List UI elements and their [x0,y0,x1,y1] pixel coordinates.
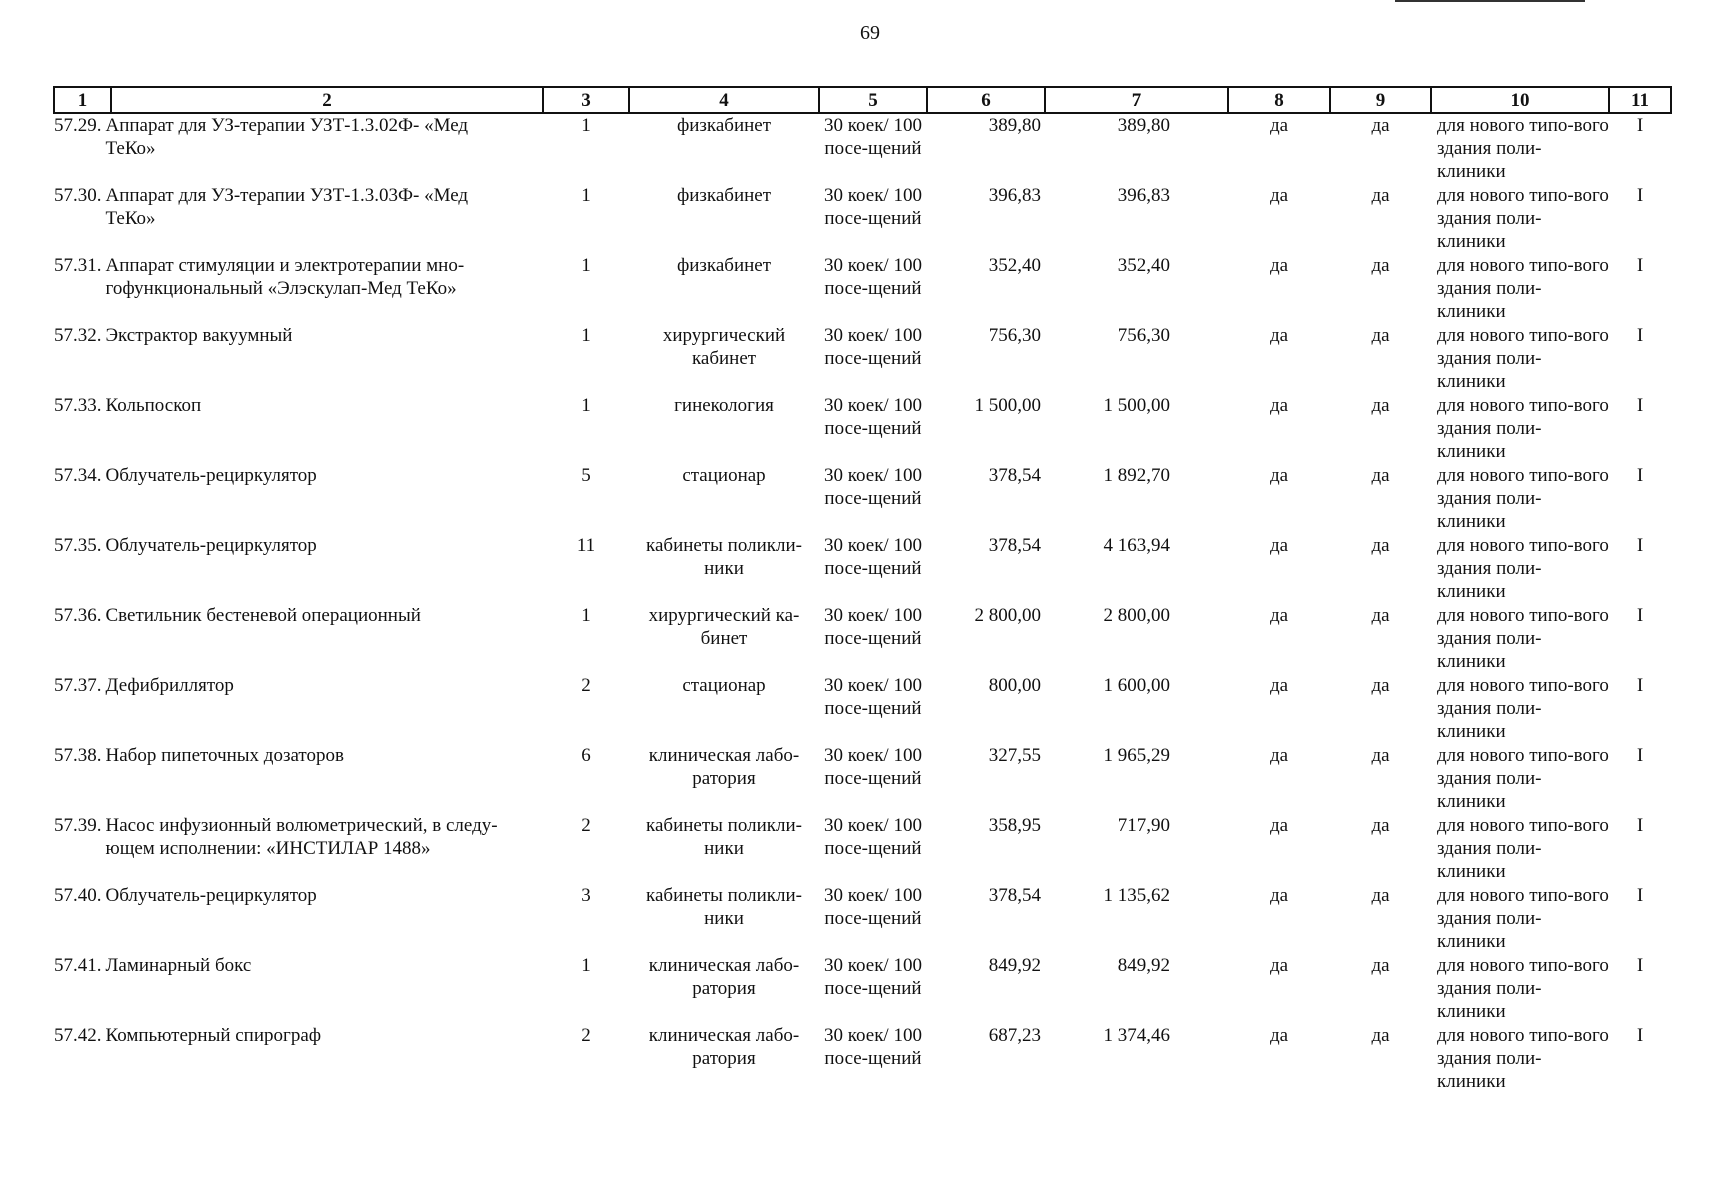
item-quantity: 5 [581,465,591,486]
item-unit-price: 849,92 [988,955,1041,976]
item-department: физкабинет [676,255,772,276]
item-unit-price: 800,00 [988,675,1041,696]
item-flag-8: да [1269,115,1289,136]
column-header-9: 9 [1330,87,1431,113]
item-unit-price: 378,54 [988,535,1041,556]
item-name: Набор пипеточных дозаторов [105,745,344,766]
item-quantity: 1 [581,605,591,626]
item-number: 57.40. [54,885,102,906]
item-unit-price: 378,54 [988,465,1041,486]
item-total-price: 1 500,00 [1103,395,1170,416]
item-total-price: 4 163,94 [1103,535,1170,556]
item-norm: 30 коек/ 100 посе-щений [824,675,922,719]
table-row [54,254,1671,324]
table-row [54,464,1671,534]
item-norm: 30 коек/ 100 посе-щений [824,325,922,369]
equipment-table [53,86,1672,1094]
item-flag-9: да [1371,885,1390,906]
column-header-4: 4 [629,87,819,113]
item-quantity: 3 [581,885,591,906]
column-header-2: 2 [111,87,543,113]
item-total-price: 849,92 [1117,955,1170,976]
item-unit-price: 378,54 [988,885,1041,906]
item-number: 57.30. [54,185,102,206]
item-name: Экстрактор вакуумный [105,325,293,346]
item-flag-8: да [1269,675,1289,696]
item-flag-8: да [1269,605,1289,626]
equipment-table-container [53,86,1670,1094]
item-flag-8: да [1269,465,1289,486]
item-norm: 30 коек/ 100 посе-щений [824,745,922,789]
item-name: Компьютерный спирограф [105,1025,322,1046]
table-row [54,534,1671,604]
item-quantity: 11 [576,535,596,556]
item-note: для нового типо-вого здания поли-клиники [1437,325,1609,392]
item-department: кабинеты поликли-ники [646,815,802,859]
item-unit-price: 352,40 [988,255,1041,276]
item-number: 57.34. [54,465,102,486]
item-quantity: 2 [581,675,591,696]
item-number-name-cell [54,534,543,604]
item-norm: 30 коек/ 100 посе-щений [824,255,922,299]
item-category: I [1636,185,1644,206]
item-department: стационар [682,465,766,486]
item-flag-8: да [1269,395,1289,416]
item-total-price: 1 135,62 [1103,885,1170,906]
item-department: стационар [682,675,766,696]
item-number: 57.29. [54,115,102,136]
item-quantity: 6 [581,745,591,766]
item-note: для нового типо-вого здания поли-клиники [1437,255,1609,322]
item-total-price: 1 892,70 [1103,465,1170,486]
table-row [54,674,1671,744]
item-category: I [1636,605,1644,626]
item-note: для нового типо-вого здания поли-клиники [1437,605,1609,672]
item-name: Дефибриллятор [105,675,234,696]
item-note: для нового типо-вого здания поли-клиники [1437,815,1609,882]
item-flag-9: да [1371,535,1390,556]
table-row [54,744,1671,814]
item-flag-9: да [1371,815,1390,836]
item-number: 57.39. [54,815,102,836]
item-category: I [1636,1025,1644,1046]
header-row [54,87,1671,113]
item-flag-8: да [1269,955,1289,976]
item-name: Кольпоскоп [105,395,202,416]
item-flag-9: да [1371,675,1390,696]
item-department: хирургический ка-бинет [648,605,800,649]
item-unit-price: 327,55 [988,745,1041,766]
item-flag-9: да [1371,255,1390,276]
item-name: Аппарат стимуляции и электротерапии мно-гофункциональный «Элэскулап-Мед ТеКо» [105,255,465,299]
item-number: 57.32. [54,325,102,346]
column-header-7: 7 [1045,87,1228,113]
item-department: физкабинет [676,115,772,136]
item-note: для нового типо-вого здания поли-клиники [1437,395,1609,462]
column-header-5: 5 [819,87,927,113]
item-unit-price: 1 500,00 [974,395,1041,416]
item-category: I [1636,395,1644,416]
item-quantity: 2 [581,1025,591,1046]
item-flag-9: да [1371,745,1390,766]
item-category: I [1636,885,1644,906]
table-row [54,324,1671,394]
item-note: для нового типо-вого здания поли-клиники [1437,675,1609,742]
item-department: кабинеты поликли-ники [646,885,802,929]
table-row [54,604,1671,674]
item-total-price: 352,40 [1117,255,1170,276]
item-total-price: 756,30 [1117,325,1170,346]
item-number: 57.37. [54,675,102,696]
item-note: для нового типо-вого здания поли-клиники [1437,115,1609,182]
column-header-6: 6 [927,87,1045,113]
table-row [54,1024,1671,1094]
item-note: для нового типо-вого здания поли-клиники [1437,1025,1609,1092]
item-name: Насос инфузионный волюметрический, в следу-ющем исполнении: «ИНСТИЛАР 1488» [105,815,498,859]
item-category: I [1636,535,1644,556]
item-note: для нового типо-вого здания поли-клиники [1437,185,1609,252]
item-name: Аппарат для УЗ-терапии УЗТ-1.3.02Ф- «Мед ТеКо» [105,115,469,159]
item-flag-8: да [1269,325,1289,346]
column-header-3: 3 [543,87,629,113]
item-department: клиническая лабо-ратория [648,955,800,999]
item-quantity: 2 [581,815,591,836]
item-unit-price: 756,30 [988,325,1041,346]
item-department: клиническая лабо-ратория [648,1025,800,1069]
item-number: 57.41. [54,955,102,976]
item-flag-9: да [1371,185,1390,206]
item-number-name-cell [54,254,543,324]
item-unit-price: 396,83 [988,185,1041,206]
item-total-price: 1 374,46 [1103,1025,1170,1046]
item-quantity: 1 [581,255,591,276]
item-norm: 30 коек/ 100 посе-щений [824,185,922,229]
column-header-11: 11 [1609,87,1671,113]
item-name: Облучатель-рециркулятор [105,885,317,906]
item-quantity: 1 [581,395,591,416]
item-flag-8: да [1269,885,1289,906]
item-total-price: 1 965,29 [1103,745,1170,766]
item-flag-9: да [1371,325,1390,346]
item-number-name-cell [54,324,543,394]
item-unit-price: 358,95 [988,815,1041,836]
item-number: 57.31. [54,255,102,276]
table-body [54,113,1671,1094]
item-number-name-cell [54,1024,543,1094]
item-name: Аппарат для УЗ-терапии УЗТ-1.3.03Ф- «Мед ТеКо» [105,185,469,229]
item-department: физкабинет [676,185,772,206]
item-category: I [1636,255,1644,276]
item-number-name-cell [54,464,543,534]
item-flag-8: да [1269,745,1289,766]
item-name: Облучатель-рециркулятор [105,465,317,486]
item-number-name-cell [54,113,543,184]
item-number-name-cell [54,674,543,744]
item-unit-price: 687,23 [988,1025,1041,1046]
item-norm: 30 коек/ 100 посе-щений [824,605,922,649]
item-department: клиническая лабо-ратория [648,745,800,789]
item-number: 57.36. [54,605,102,626]
item-flag-8: да [1269,535,1289,556]
table-row [54,814,1671,884]
item-flag-9: да [1371,465,1390,486]
item-category: I [1636,955,1644,976]
item-note: для нового типо-вого здания поли-клиники [1437,745,1609,812]
item-flag-9: да [1371,395,1390,416]
item-number-name-cell [54,394,543,464]
table-row [54,884,1671,954]
item-category: I [1636,325,1644,346]
item-department: хирургический кабинет [662,325,786,369]
item-total-price: 389,80 [1117,115,1170,136]
item-flag-8: да [1269,185,1289,206]
item-norm: 30 коек/ 100 посе-щений [824,1025,922,1069]
item-number-name-cell [54,744,543,814]
item-flag-9: да [1371,605,1390,626]
item-total-price: 717,90 [1117,815,1170,836]
item-number: 57.38. [54,745,102,766]
item-name: Облучатель-рециркулятор [105,535,317,556]
item-quantity: 1 [581,955,591,976]
item-category: I [1636,675,1644,696]
item-flag-8: да [1269,1025,1289,1046]
item-category: I [1636,815,1644,836]
item-norm: 30 коек/ 100 посе-щений [824,885,922,929]
top-rule [1395,0,1585,2]
column-header-1: 1 [54,87,111,113]
item-number: 57.42. [54,1025,102,1046]
item-category: I [1636,465,1644,486]
item-unit-price: 389,80 [988,115,1041,136]
item-unit-price: 2 800,00 [974,605,1041,626]
item-number-name-cell [54,954,543,1024]
item-number-name-cell [54,814,543,884]
item-number-name-cell [54,884,543,954]
item-department: кабинеты поликли-ники [646,535,802,579]
item-number: 57.33. [54,395,102,416]
item-flag-8: да [1269,255,1289,276]
item-flag-9: да [1371,115,1390,136]
item-category: I [1636,115,1644,136]
item-number: 57.35. [54,535,102,556]
item-norm: 30 коек/ 100 посе-щений [824,395,922,439]
item-number-name-cell [54,604,543,674]
item-total-price: 396,83 [1117,185,1170,206]
item-quantity: 1 [581,115,591,136]
item-number-name-cell [54,184,543,254]
item-norm: 30 коек/ 100 посе-щений [824,815,922,859]
item-total-price: 2 800,00 [1103,605,1170,626]
item-name: Ламинарный бокс [105,955,252,976]
item-quantity: 1 [581,185,591,206]
item-quantity: 1 [581,325,591,346]
item-flag-8: да [1269,815,1289,836]
item-note: для нового типо-вого здания поли-клиники [1437,535,1609,602]
column-header-8: 8 [1228,87,1330,113]
item-note: для нового типо-вого здания поли-клиники [1437,885,1609,952]
item-name: Светильник бестеневой операционный [105,605,421,626]
item-note: для нового типо-вого здания поли-клиники [1437,465,1609,532]
item-category: I [1636,745,1644,766]
table-row [54,184,1671,254]
table-row [54,394,1671,464]
table-row [54,113,1671,184]
column-header-10: 10 [1431,87,1609,113]
item-norm: 30 коек/ 100 посе-щений [824,955,922,999]
page-number: 69 [860,22,880,44]
item-flag-9: да [1371,1025,1390,1046]
item-norm: 30 коек/ 100 посе-щений [824,465,922,509]
item-department: гинекология [674,395,774,416]
item-total-price: 1 600,00 [1103,675,1170,696]
item-norm: 30 коек/ 100 посе-щений [824,115,922,159]
item-norm: 30 коек/ 100 посе-щений [824,535,922,579]
table-row [54,954,1671,1024]
item-note: для нового типо-вого здания поли-клиники [1437,955,1609,1022]
item-flag-9: да [1371,955,1390,976]
